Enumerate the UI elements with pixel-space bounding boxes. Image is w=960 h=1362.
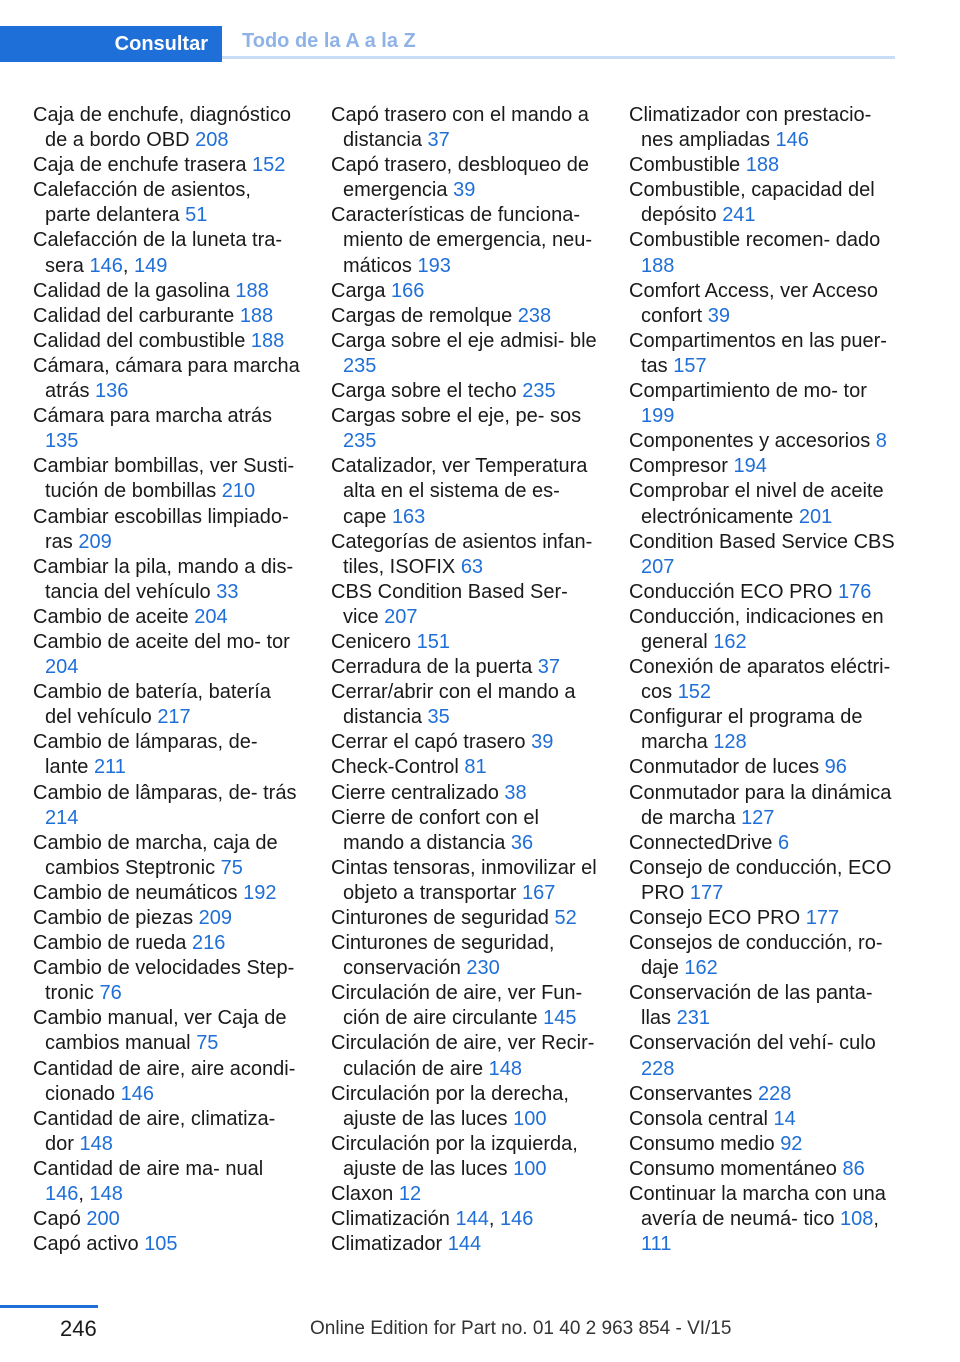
index-entry-text: Cambio de lâmparas, de‐ trás [33, 781, 297, 804]
index-entry-text: Consejo de conducción, ECO PRO [629, 856, 892, 904]
index-entry [629, 530, 897, 580]
index-entry [331, 329, 599, 379]
index-entry-text: Cambio de aceite [33, 605, 189, 628]
index-entry [33, 404, 301, 454]
page-link[interactable]: 188 [745, 154, 780, 177]
index-entry-text: Conmutador para la dinámica de marcha [629, 781, 892, 829]
index-entry [331, 1132, 599, 1182]
page-link[interactable]: 208 [195, 129, 229, 152]
index-entry [331, 404, 599, 454]
page-link[interactable]: 228 [757, 1082, 792, 1105]
page-link[interactable]: 39 [453, 179, 476, 202]
page-link[interactable]: 92 [780, 1132, 803, 1155]
index-entry [629, 429, 897, 454]
index-entry-text: Cintas tensoras, inmovilizar el objeto a transportar [331, 856, 597, 904]
index-entry-text: Consejos de conducción, ro‐ daje [629, 932, 883, 980]
page-link[interactable]: 193 [417, 254, 451, 277]
index-entry [629, 454, 897, 479]
page-link[interactable]: 162 [684, 957, 718, 980]
index-entry [33, 178, 301, 228]
page-link[interactable]: 81 [464, 756, 487, 779]
index-entry [331, 454, 599, 529]
index-entry [331, 203, 599, 278]
index-entry-text: Conmutador de luces [629, 756, 820, 779]
index-entry-text: Cambio de aceite del mo‐ tor [33, 630, 290, 653]
index-entry [331, 1031, 599, 1081]
index-entry [629, 153, 897, 178]
index-entry [331, 153, 599, 203]
index-entry [629, 178, 897, 228]
index-entry [331, 279, 599, 304]
index-entry [33, 680, 301, 730]
page-link[interactable]: 194 [733, 455, 767, 478]
index-entry-text: Capó [33, 1208, 81, 1231]
index-entry [33, 831, 301, 881]
index-entry-text: Compresor [629, 455, 728, 478]
index-entry [629, 103, 897, 153]
index-entry [331, 931, 599, 981]
index-entry-text: Caja de enchufe, diagnóstico de a bordo OBD [33, 104, 291, 152]
index-entry: Climatización 144, 146 [331, 1208, 534, 1231]
index-entry: Cantidad de aire ma‐ nual 146, 148 [33, 1157, 264, 1206]
index-entry-text: Carga sobre el techo [331, 380, 517, 403]
index-entry [33, 630, 301, 680]
page-link[interactable]: 152 [252, 154, 286, 177]
index-entry [33, 1207, 301, 1232]
index-entry [33, 730, 301, 780]
index-entry-text: Cinturones de seguridad, conservación [331, 932, 555, 980]
page-link[interactable]: 105 [144, 1233, 178, 1256]
page-link[interactable]: 209 [198, 907, 233, 929]
index-entry-text: Consumo momentáneo [629, 1157, 837, 1180]
index-entry-text: Conservantes [629, 1082, 753, 1105]
page-link[interactable]: 37 [427, 129, 450, 152]
page-link[interactable]: 51 [185, 204, 208, 227]
index-entry-text: Cámara, cámara para marcha atrás [33, 354, 300, 403]
page-link[interactable]: 146 [45, 1183, 79, 1206]
index-entry [331, 806, 599, 856]
page-link[interactable]: 152 [677, 681, 712, 704]
index-entry-text: Cierre centralizado [331, 781, 499, 804]
page-link[interactable]: 86 [842, 1157, 865, 1180]
index-entry-text: Condition Based Service CBS [629, 530, 895, 553]
index-entry-text: Combustible, capacidad del depósito [629, 179, 875, 227]
page-link[interactable]: 177 [689, 881, 724, 904]
index-entry-text: Conexión de aparatos eléctri‐ cos [629, 656, 891, 704]
page-link[interactable]: 192 [243, 881, 277, 904]
page-link[interactable]: 201 [798, 505, 833, 528]
page-link[interactable]: 231 [676, 1007, 710, 1030]
page-link[interactable]: 127 [741, 806, 775, 829]
index-entry [33, 103, 301, 153]
index-entry-text: Circulación por la derecha, ajuste de las luces [331, 1082, 569, 1130]
index-entry [331, 304, 599, 329]
index-entry-text: Consola central [629, 1107, 768, 1130]
index-entry-text: Cambio de lámparas, de‐ lante [33, 731, 258, 779]
index-entry-text: Carga sobre el eje admisi‐ ble [331, 329, 597, 352]
index-entry [331, 655, 599, 680]
page-link[interactable]: 148 [89, 1183, 123, 1206]
index-entry-text: Calidad de la gasolina [33, 279, 230, 302]
index-entry [331, 1082, 599, 1132]
index-entry [331, 856, 599, 906]
index-entry-text: Circulación por la izquierda, ajuste de las luces [331, 1132, 578, 1180]
page-link[interactable]: 230 [466, 957, 500, 980]
index-entry [331, 103, 599, 153]
index-entry [629, 705, 897, 755]
index-entry: Calefacción de la luneta tra‐ sera 146, 149 [33, 229, 283, 277]
page-link[interactable]: 136 [95, 380, 129, 403]
index-entry [33, 956, 301, 1006]
index-entry [629, 1082, 897, 1107]
index-entry [629, 831, 897, 856]
page-link[interactable]: 214 [45, 806, 79, 829]
index-entry [331, 781, 599, 806]
index-entry [33, 329, 301, 354]
page-link[interactable]: 37 [537, 656, 561, 679]
index-column-2 [331, 103, 599, 1257]
page-link[interactable]: 135 [45, 430, 79, 453]
page-link[interactable]: 100 [513, 1107, 547, 1130]
page-link[interactable]: 146 [775, 129, 809, 152]
page-header [0, 26, 895, 62]
index-entry [629, 1031, 897, 1081]
index-entry-text: Cambio de batería, batería del vehículo [33, 681, 271, 729]
page-link[interactable]: 145 [543, 1007, 577, 1030]
page-link[interactable]: 176 [837, 580, 872, 603]
page-link[interactable]: 146 [120, 1082, 154, 1105]
index-entry [629, 580, 897, 605]
footer-accent-line [0, 1305, 98, 1308]
page-link[interactable]: 111 [641, 1233, 672, 1256]
index-entry-text: Cambio de marcha, caja de cambios Steptronic [33, 831, 278, 879]
index-entry-text: Claxon [331, 1183, 394, 1206]
page-link[interactable]: 188 [250, 329, 285, 352]
index-entry-text: Catalizador, ver Temperatura alta en el sistema de es‐ cape [331, 455, 588, 528]
page-link[interactable]: 36 [510, 831, 534, 854]
index-column-3 [629, 103, 897, 1257]
page-link[interactable]: 149 [133, 254, 168, 277]
index-entry [33, 906, 301, 931]
index-entry-text: Cinturones de seguridad [331, 907, 549, 929]
index-entry [331, 680, 599, 730]
index-entry [629, 1132, 897, 1157]
index-entry-text: Cerradura de la puerta [331, 656, 533, 679]
index-entry [331, 730, 599, 755]
index-entry-text: Check-Control [331, 756, 459, 779]
page-link[interactable]: 177 [805, 907, 840, 929]
index-entry [629, 228, 897, 278]
page-link[interactable]: 100 [513, 1157, 547, 1180]
page-link[interactable]: 211 [93, 756, 126, 779]
index-entry [629, 856, 897, 906]
index-entry-text: Climatización [331, 1208, 450, 1231]
page-link[interactable]: 209 [78, 530, 112, 553]
page-link[interactable]: 166 [391, 279, 425, 302]
index-entry [33, 1057, 301, 1107]
index-entry: Continuar la marcha con una avería de neumá‐ tico 108, 111 [629, 1183, 886, 1256]
index-entry-text: Consejo ECO PRO [629, 907, 801, 929]
index-entry-text: Cambiar escobillas limpiado‐ ras [33, 505, 289, 553]
index-entry [33, 1232, 301, 1257]
index-entry-text: Cargas de remolque [331, 304, 513, 327]
index-entry [33, 1107, 301, 1157]
index-entry-text: Caja de enchufe trasera [33, 154, 247, 177]
index-entry-text: Consumo medio [629, 1132, 775, 1155]
page-link[interactable]: 151 [416, 630, 450, 653]
page-link[interactable]: 207 [641, 555, 675, 578]
index-entry-text: Calefacción de la luneta tra‐ sera [33, 229, 283, 277]
index-entry [629, 781, 897, 831]
page-link[interactable]: 38 [504, 781, 527, 804]
index-entry-text: Capó trasero, desbloqueo de emergencia [331, 154, 589, 202]
page-link[interactable]: 6 [777, 831, 790, 854]
index-entry-text: Carga [331, 279, 386, 302]
page-link[interactable]: 14 [773, 1107, 796, 1130]
page-link[interactable]: 108 [840, 1208, 874, 1231]
page-link[interactable]: 216 [192, 932, 226, 955]
index-entry-text: Cantidad de aire, aire acondi‐ cionado [33, 1057, 296, 1105]
index-entry-text: Cambiar bombillas, ver Susti‐ tución de bombillas [33, 455, 295, 503]
page-link[interactable]: 157 [673, 354, 707, 377]
index-entry [331, 379, 599, 404]
index-entry [331, 981, 599, 1031]
index-entry-text: Continuar la marcha con una avería de neumá‐ tico [629, 1183, 886, 1231]
page-link[interactable]: 128 [713, 731, 747, 754]
index-entry-text: Configurar el programa de marcha [629, 706, 863, 754]
page-link[interactable]: 204 [45, 656, 79, 679]
page-link[interactable]: 144 [447, 1233, 482, 1256]
index-entry [33, 304, 301, 329]
index-entry-text: Conducción ECO PRO [629, 580, 833, 603]
index-entry-text: Calefacción de asientos, parte delantera [33, 179, 251, 227]
index-entry-text: Cambio de neumáticos [33, 881, 238, 904]
page-link[interactable]: 63 [460, 555, 484, 578]
index-entry-text: Circulación de aire, ver Recir‐ culación de aire [331, 1032, 595, 1080]
page-link[interactable]: 228 [641, 1057, 675, 1080]
page-link[interactable]: 148 [488, 1057, 523, 1080]
index-entry-text: Calidad del carburante [33, 304, 235, 327]
index-entry [629, 1107, 897, 1132]
index-entry-text: Cambio manual, ver Caja de cambios manual [33, 1007, 287, 1055]
page-link[interactable]: 188 [641, 254, 675, 277]
index-entry-text: Cerrar/abrir con el mando a distancia [331, 681, 576, 729]
index-entry-text: Características de funciona‐ miento de emergencia, neu‐ máticos [331, 204, 593, 277]
page-link[interactable]: 207 [384, 605, 418, 628]
index-entry [33, 454, 301, 504]
edition-footer: Online Edition for Part no. 01 40 2 963 854 - VI/15 [310, 1318, 732, 1339]
page-link[interactable]: 188 [235, 279, 269, 302]
page-link[interactable]: 8 [875, 430, 887, 453]
index-entry [331, 530, 599, 580]
page-link[interactable]: 39 [531, 731, 554, 754]
index-entry [33, 931, 301, 956]
page-link[interactable]: 148 [79, 1132, 113, 1155]
tab-todo-de-la-a-a-la-z[interactable]: Todo de la A a la Z [222, 26, 895, 59]
page-link[interactable]: 238 [517, 304, 552, 327]
page-link[interactable]: 96 [824, 756, 847, 779]
page-link[interactable]: 241 [722, 204, 756, 227]
page-link[interactable]: 33 [216, 580, 239, 603]
index-entry-text: Cargas sobre el eje, pe‐ sos [331, 405, 582, 428]
index-entry-text: Calidad del combustible [33, 329, 246, 352]
index-entry [629, 605, 897, 655]
index-entry-text: Compartimentos en las puer‐ tas [629, 329, 887, 377]
index-entry [33, 605, 301, 630]
page-link[interactable]: 146 [500, 1208, 534, 1231]
index-entry [33, 781, 301, 831]
page-link[interactable]: 39 [707, 304, 730, 327]
index-entry [331, 580, 599, 630]
index-entry-text: Compartimiento de mo‐ tor [629, 380, 867, 403]
index-entry [629, 931, 897, 981]
page-link[interactable]: 235 [343, 354, 377, 377]
index-entry-text: Cantidad de aire, climatiza‐ dor [33, 1107, 276, 1155]
page-link[interactable]: 52 [554, 907, 577, 929]
index-entry-text: Conducción, indicaciones en general [629, 605, 884, 653]
index-entry [33, 354, 301, 404]
index-entry [629, 906, 897, 931]
index-entry [629, 655, 897, 705]
index-entry [629, 279, 897, 329]
page-link[interactable]: 204 [194, 605, 228, 628]
index-entry [33, 1006, 301, 1056]
index-entry [331, 630, 599, 655]
page-link[interactable]: 200 [86, 1208, 120, 1231]
page-link[interactable]: 35 [427, 706, 450, 729]
index-entry-text: Capó trasero con el mando a distancia [331, 104, 589, 152]
index-entry-text: Climatizador con prestacio‐ nes ampliadas [629, 104, 872, 152]
page-link[interactable]: 75 [196, 1032, 219, 1055]
page-link[interactable]: 167 [522, 881, 556, 904]
index-entry-text: Cantidad de aire ma‐ nual [33, 1157, 264, 1180]
index-entry [629, 1157, 897, 1182]
index-entry-text: Cambio de velocidades Step‐ tronic [33, 957, 295, 1005]
index-entry [33, 881, 301, 906]
page-link[interactable]: 235 [343, 430, 377, 453]
index-entry [33, 505, 301, 555]
index-entry [331, 1232, 599, 1257]
index-entry [629, 379, 897, 429]
index-entry-text: Categorías de asientos infan‐ tiles, ISOFIX [331, 530, 593, 578]
index-entry-text: Cambio de rueda [33, 932, 187, 955]
index-entry [629, 479, 897, 529]
index-entry-text: Cenicero [331, 630, 412, 653]
index-entry [331, 755, 599, 780]
page-number: 246 [60, 1316, 97, 1341]
index-entry-text: Circulación de aire, ver Fun‐ ción de aire circulante [331, 982, 583, 1030]
index-entry-text: CBS Condition Based Ser‐ vice [331, 580, 568, 628]
index-entry-text: Combustible recomen‐ dado [629, 229, 881, 252]
index-entry-text: ConnectedDrive [629, 831, 773, 854]
index-entry [629, 329, 897, 379]
index-entry [33, 555, 301, 605]
page-link[interactable]: 217 [157, 706, 191, 729]
index-entry-text: Cámara para marcha atrás [33, 405, 272, 428]
page-link[interactable]: 76 [99, 982, 122, 1005]
index-entry-text: Conservación del vehí‐ culo [629, 1032, 876, 1055]
page-link[interactable]: 163 [391, 505, 426, 528]
page-link[interactable]: 199 [641, 405, 675, 428]
page-link[interactable]: 75 [220, 856, 243, 879]
page-link[interactable]: 144 [455, 1208, 489, 1231]
index-entry-text: Cierre de confort con el mando a distancia [331, 806, 539, 854]
index-entry-text: Comfort Access, ver Acceso confort [629, 279, 878, 327]
index-entry-text: Conservación de las panta‐ llas [629, 982, 873, 1030]
index-entry-text: Capó activo [33, 1233, 139, 1256]
index-entry-text: Cambio de piezas [33, 907, 194, 929]
index-entry [629, 981, 897, 1031]
index-entry-text: Cambiar la pila, mando a dis‐ tancia del vehículo [33, 555, 294, 603]
page-link[interactable]: 235 [522, 380, 556, 403]
index-entry-text: Climatizador [331, 1233, 443, 1256]
page-link[interactable]: 210 [221, 480, 256, 503]
index-entry [331, 1182, 599, 1207]
index-entry-text: Comprobar el nivel de aceite electrónicamente [629, 480, 884, 528]
index-entry-text: Componentes y accesorios [629, 430, 871, 453]
page-link[interactable]: 162 [713, 630, 747, 653]
page-link[interactable]: 146 [89, 254, 123, 277]
page-link[interactable]: 188 [239, 304, 274, 327]
tab-consultar[interactable]: Consultar [0, 26, 222, 62]
index-entry-text: Cerrar el capó trasero [331, 731, 526, 754]
index-entry [33, 279, 301, 304]
index-entry [33, 153, 301, 178]
page-link[interactable]: 12 [398, 1183, 422, 1206]
index-column-1 [33, 103, 301, 1257]
index-entry-text: Combustible [629, 154, 741, 177]
index-entry [629, 755, 897, 780]
index-entry [331, 906, 599, 931]
